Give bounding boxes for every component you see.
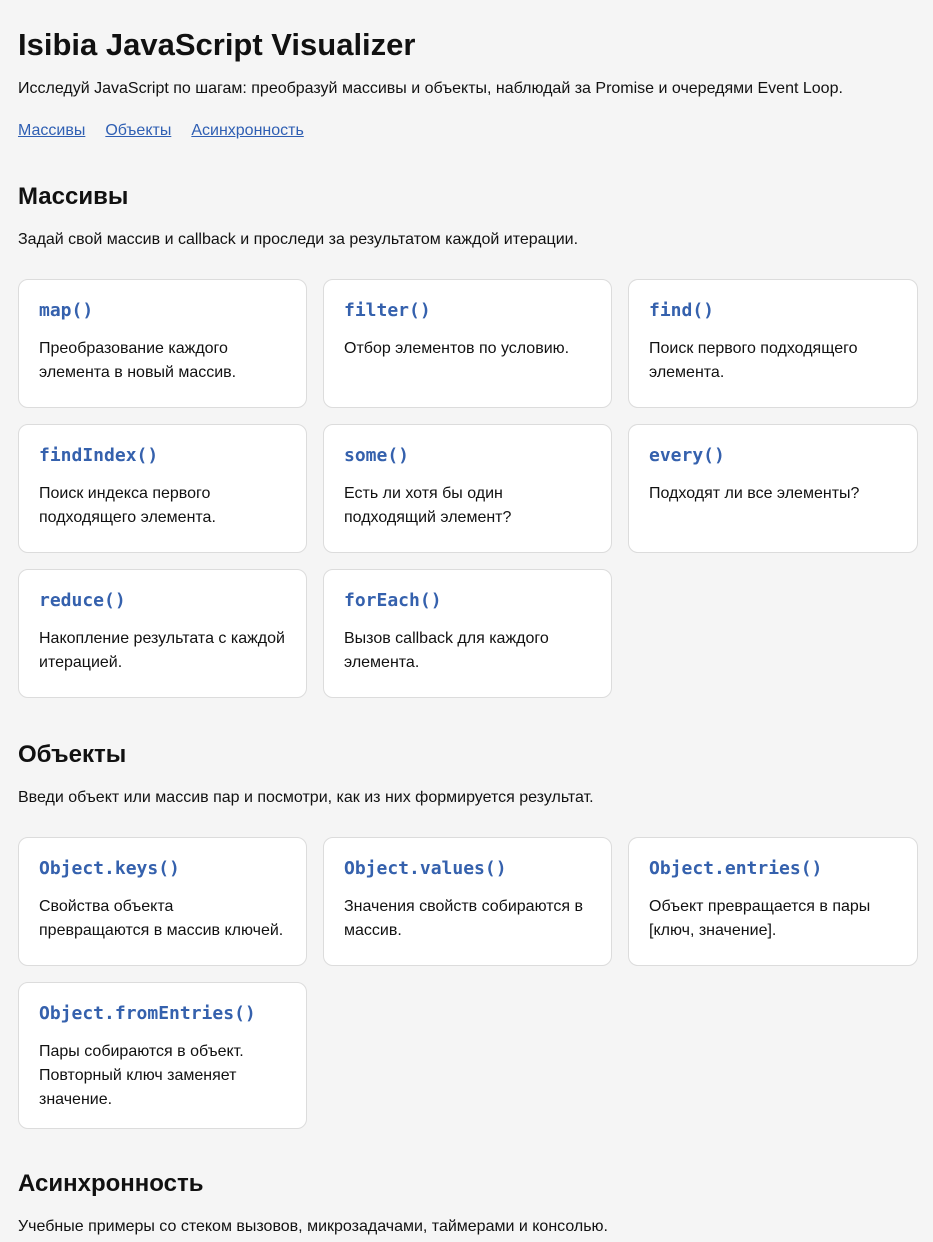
card-description: Вызов callback для каждого элемента. bbox=[344, 630, 549, 671]
card-filter[interactable] bbox=[323, 279, 612, 408]
card-description: Поиск первого подходящего элемента. bbox=[649, 340, 858, 381]
async-section bbox=[18, 1169, 915, 1238]
card-findindex[interactable] bbox=[18, 424, 307, 553]
card-object-fromentries[interactable] bbox=[18, 982, 307, 1129]
card-map[interactable] bbox=[18, 279, 307, 408]
card-method-name: find() bbox=[649, 300, 715, 321]
card-method-name: Object.keys() bbox=[39, 858, 180, 879]
card-some[interactable] bbox=[323, 424, 612, 553]
objects-card-grid bbox=[18, 837, 915, 1129]
arrays-card-grid bbox=[18, 279, 915, 698]
async-description: Учебные примеры со стеком вызовов, микрозадачами, таймерами и консолью. bbox=[18, 1218, 608, 1235]
card-method-name: forEach() bbox=[344, 590, 442, 611]
card-find[interactable] bbox=[628, 279, 918, 408]
section-nav bbox=[18, 120, 915, 142]
card-object-values[interactable] bbox=[323, 837, 612, 966]
card-description: Значения свойств собираются в массив. bbox=[344, 898, 583, 939]
card-object-keys[interactable] bbox=[18, 837, 307, 966]
card-reduce[interactable] bbox=[18, 569, 307, 698]
arrays-heading: Массивы bbox=[18, 183, 129, 210]
card-description: Накопление результата с каждой итерацией. bbox=[39, 630, 285, 671]
objects-description: Введи объект или массив пар и посмотри, как из них формируется результат. bbox=[18, 789, 594, 806]
card-description: Есть ли хотя бы один подходящий элемент? bbox=[344, 485, 512, 526]
card-method-name: every() bbox=[649, 445, 725, 466]
card-description: Подходят ли все элементы? bbox=[649, 485, 860, 502]
async-heading: Асинхронность bbox=[18, 1170, 204, 1197]
card-method-name: Object.fromEntries() bbox=[39, 1003, 256, 1024]
card-description: Свойства объекта превращаются в массив ключей. bbox=[39, 898, 284, 939]
card-method-name: filter() bbox=[344, 300, 431, 321]
card-description: Преобразование каждого элемента в новый массив. bbox=[39, 340, 237, 381]
card-description: Отбор элементов по условию. bbox=[344, 340, 570, 357]
arrays-section bbox=[18, 182, 915, 698]
nav-link-objects[interactable]: Объекты bbox=[105, 122, 172, 139]
card-method-name: reduce() bbox=[39, 590, 126, 611]
card-description: Пары собираются в объект. Повторный ключ заменяет значение. bbox=[39, 1043, 244, 1108]
card-object-entries[interactable] bbox=[628, 837, 918, 966]
objects-heading: Объекты bbox=[18, 741, 127, 768]
nav-link-async[interactable]: Асинхронность bbox=[191, 122, 304, 139]
arrays-description: Задай свой массив и callback и проследи за результатом каждой итерации. bbox=[18, 231, 579, 248]
card-method-name: findIndex() bbox=[39, 445, 159, 466]
objects-section bbox=[18, 740, 915, 1129]
card-method-name: Object.entries() bbox=[649, 858, 823, 879]
card-method-name: Object.values() bbox=[344, 858, 507, 879]
card-description: Объект превращается в пары [ключ, значение]. bbox=[649, 898, 871, 939]
intro-text: Исследуй JavaScript по шагам: преобразуй массивы и объекты, наблюдай за Promise и очередями Event Loop. bbox=[18, 80, 843, 97]
page-title: Isibia JavaScript Visualizer bbox=[18, 27, 416, 62]
card-method-name: some() bbox=[344, 445, 410, 466]
nav-link-arrays[interactable]: Массивы bbox=[18, 122, 86, 139]
card-every[interactable] bbox=[628, 424, 918, 553]
card-foreach[interactable] bbox=[323, 569, 612, 698]
card-description: Поиск индекса первого подходящего элемента. bbox=[39, 485, 216, 526]
card-method-name: map() bbox=[39, 300, 94, 321]
